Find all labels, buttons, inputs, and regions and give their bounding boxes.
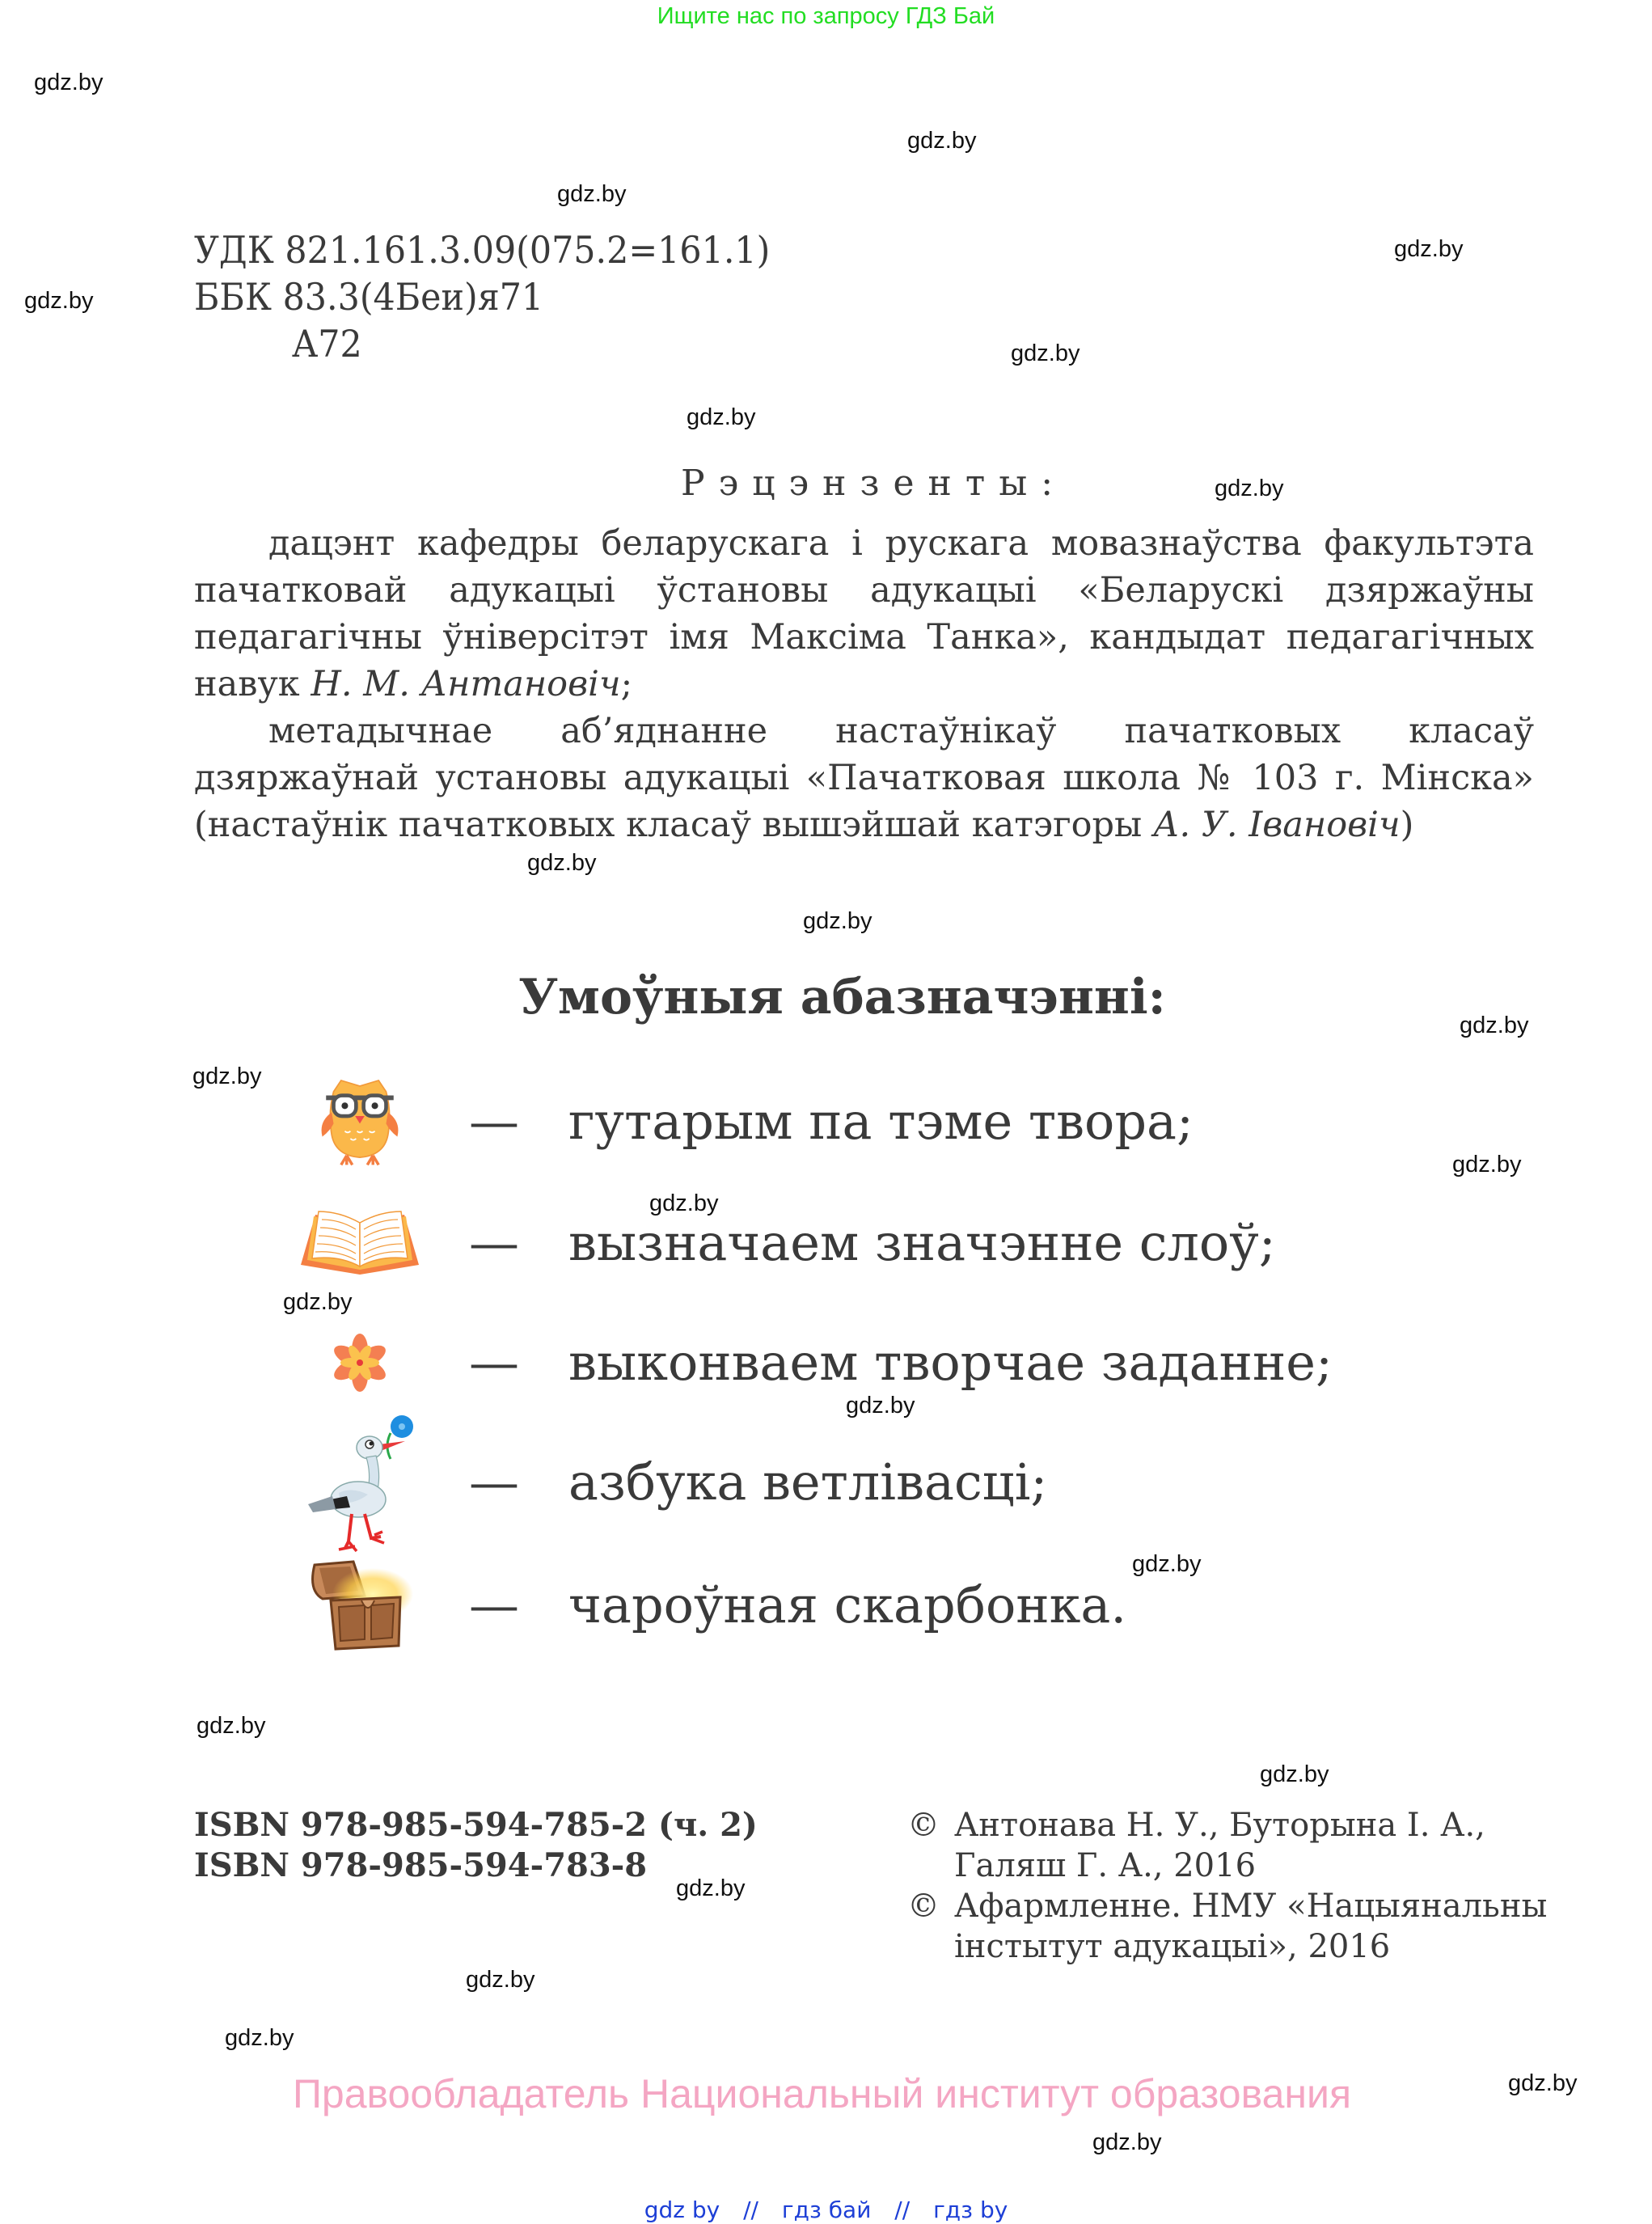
legend-label: чароўная скарбонка. bbox=[568, 1575, 1127, 1634]
watermark-text: gdz.by bbox=[1132, 1551, 1202, 1577]
watermark-text: gdz.by bbox=[687, 404, 756, 430]
isbn-block bbox=[194, 1805, 758, 1886]
reviewer-2-name: А. У. Івановіч bbox=[1152, 805, 1401, 845]
watermark-text: gdz.by bbox=[1508, 2070, 1578, 2096]
watermark-text: gdz.by bbox=[1011, 340, 1080, 366]
legend-item bbox=[275, 1190, 1488, 1296]
legend-dash: — bbox=[469, 1213, 519, 1272]
stork-icon bbox=[275, 1409, 445, 1556]
reviewers-title: Рэцэнзенты: bbox=[681, 463, 1067, 504]
watermark-text: gdz.by bbox=[527, 850, 597, 876]
legend-label: азбука ветлівасці; bbox=[568, 1452, 1048, 1512]
legend-dash: — bbox=[469, 1452, 519, 1512]
watermark-text: gdz.by bbox=[34, 70, 104, 95]
watermark-text: gdz.by bbox=[846, 1393, 915, 1419]
flower-icon bbox=[275, 1310, 445, 1415]
copyright-block bbox=[907, 1805, 1547, 1967]
watermark-text: gdz.by bbox=[196, 1713, 266, 1739]
watermark-text: gdz.by bbox=[24, 288, 94, 314]
udk-code: УДК 821.161.3.09(075.2=161.1) bbox=[194, 228, 771, 272]
legend-dash: — bbox=[469, 1333, 519, 1392]
watermark-text: gdz.by bbox=[1460, 1013, 1529, 1038]
watermark-text: gdz.by bbox=[676, 1875, 746, 1901]
separator: // bbox=[894, 2197, 911, 2223]
bbk-code: ББК 83.3(4Беи)я71 bbox=[194, 275, 544, 319]
watermark-text: gdz.by bbox=[225, 2025, 294, 2051]
watermark-text: gdz.by bbox=[466, 1967, 535, 1993]
link-gdz-by-2[interactable]: гдз by bbox=[933, 2197, 1008, 2223]
owl-icon bbox=[275, 1069, 445, 1174]
copyright-design-cont: інстытут адукацыі», 2016 bbox=[954, 1928, 1391, 1965]
watermark-text: gdz.by bbox=[1215, 476, 1284, 501]
reviewer-2: метадычнае аб’яднанне настаўнікаў пачатковых класаў дзяржаўнай установы адукацыі «Пачатковая школа № 103 г. Мінска» (настаўнік пачатковых класаў вышэйшай катэгоры А. У. Івановіч) bbox=[194, 711, 1534, 845]
legend-label: вызначаем значэнне слоў; bbox=[568, 1213, 1276, 1272]
site-links-footer bbox=[0, 2197, 1652, 2223]
copyright-authors-cont: Галяш Г. А., 2016 bbox=[954, 1847, 1257, 1884]
reviewer-1: дацэнт кафедры беларускага і рускага мовазнаўства факультэта пачатковай адукацыі ўстановы адукацыі «Беларускі дзяржаўны педагагічны ўніверсітэт імя Максіма Танка», кандыдат педагагічных навук Н. М. Антановіч; bbox=[194, 523, 1534, 704]
legend-item bbox=[275, 1553, 1488, 1658]
link-gdz-bai[interactable]: гдз бай bbox=[781, 2197, 872, 2223]
watermark-text: gdz.by bbox=[803, 908, 872, 934]
watermark-text: gdz.by bbox=[1452, 1152, 1522, 1178]
watermark-text: gdz.by bbox=[192, 1063, 262, 1089]
link-gdz-by[interactable]: gdz by bbox=[644, 2197, 720, 2223]
watermark-text: gdz.by bbox=[557, 181, 627, 207]
legend-item bbox=[275, 1069, 1488, 1174]
copyright-icon: © bbox=[907, 1807, 940, 1844]
isbn-part: ISBN 978-985-594-785-2 (ч. 2) bbox=[194, 1806, 758, 1844]
watermark-text: gdz.by bbox=[1260, 1761, 1329, 1787]
watermark-text: gdz.by bbox=[649, 1190, 719, 1216]
legend-item bbox=[275, 1430, 1488, 1535]
watermark-text: gdz.by bbox=[1092, 2129, 1162, 2155]
legend-label: гутарым па тэме твора; bbox=[568, 1092, 1194, 1151]
rights-holder-footer: Правообладатель Национальный институт образования bbox=[292, 2071, 1352, 2116]
reviewer-1-name: Н. М. Антановіч bbox=[311, 664, 621, 704]
legend-dash: — bbox=[469, 1575, 519, 1634]
watermark-text: gdz.by bbox=[1394, 236, 1464, 262]
watermark-text: gdz.by bbox=[283, 1289, 353, 1315]
separator: // bbox=[743, 2197, 758, 2223]
reviewers-text bbox=[194, 520, 1534, 848]
copyright-icon: © bbox=[907, 1888, 940, 1925]
watermark-text: gdz.by bbox=[907, 128, 977, 154]
legend-dash: — bbox=[469, 1092, 519, 1151]
open-book-icon bbox=[275, 1190, 445, 1296]
copyright-authors: Антонава Н. У., Буторына І. А., bbox=[954, 1807, 1485, 1844]
bibliographic-block bbox=[194, 226, 770, 367]
copyright-design: Афармленне. НМУ «Нацыянальны bbox=[954, 1888, 1548, 1925]
author-mark: А72 bbox=[291, 322, 362, 366]
isbn-set: ISBN 978-985-594-783-8 bbox=[194, 1846, 648, 1884]
legend-title: Умоўныя абазначэнні: bbox=[518, 969, 1166, 1025]
legend-label: выконваем творчае заданне; bbox=[568, 1333, 1333, 1392]
top-banner: Ищите нас по запросу ГДЗ Бай bbox=[657, 3, 995, 29]
treasure-chest-icon bbox=[275, 1553, 445, 1658]
